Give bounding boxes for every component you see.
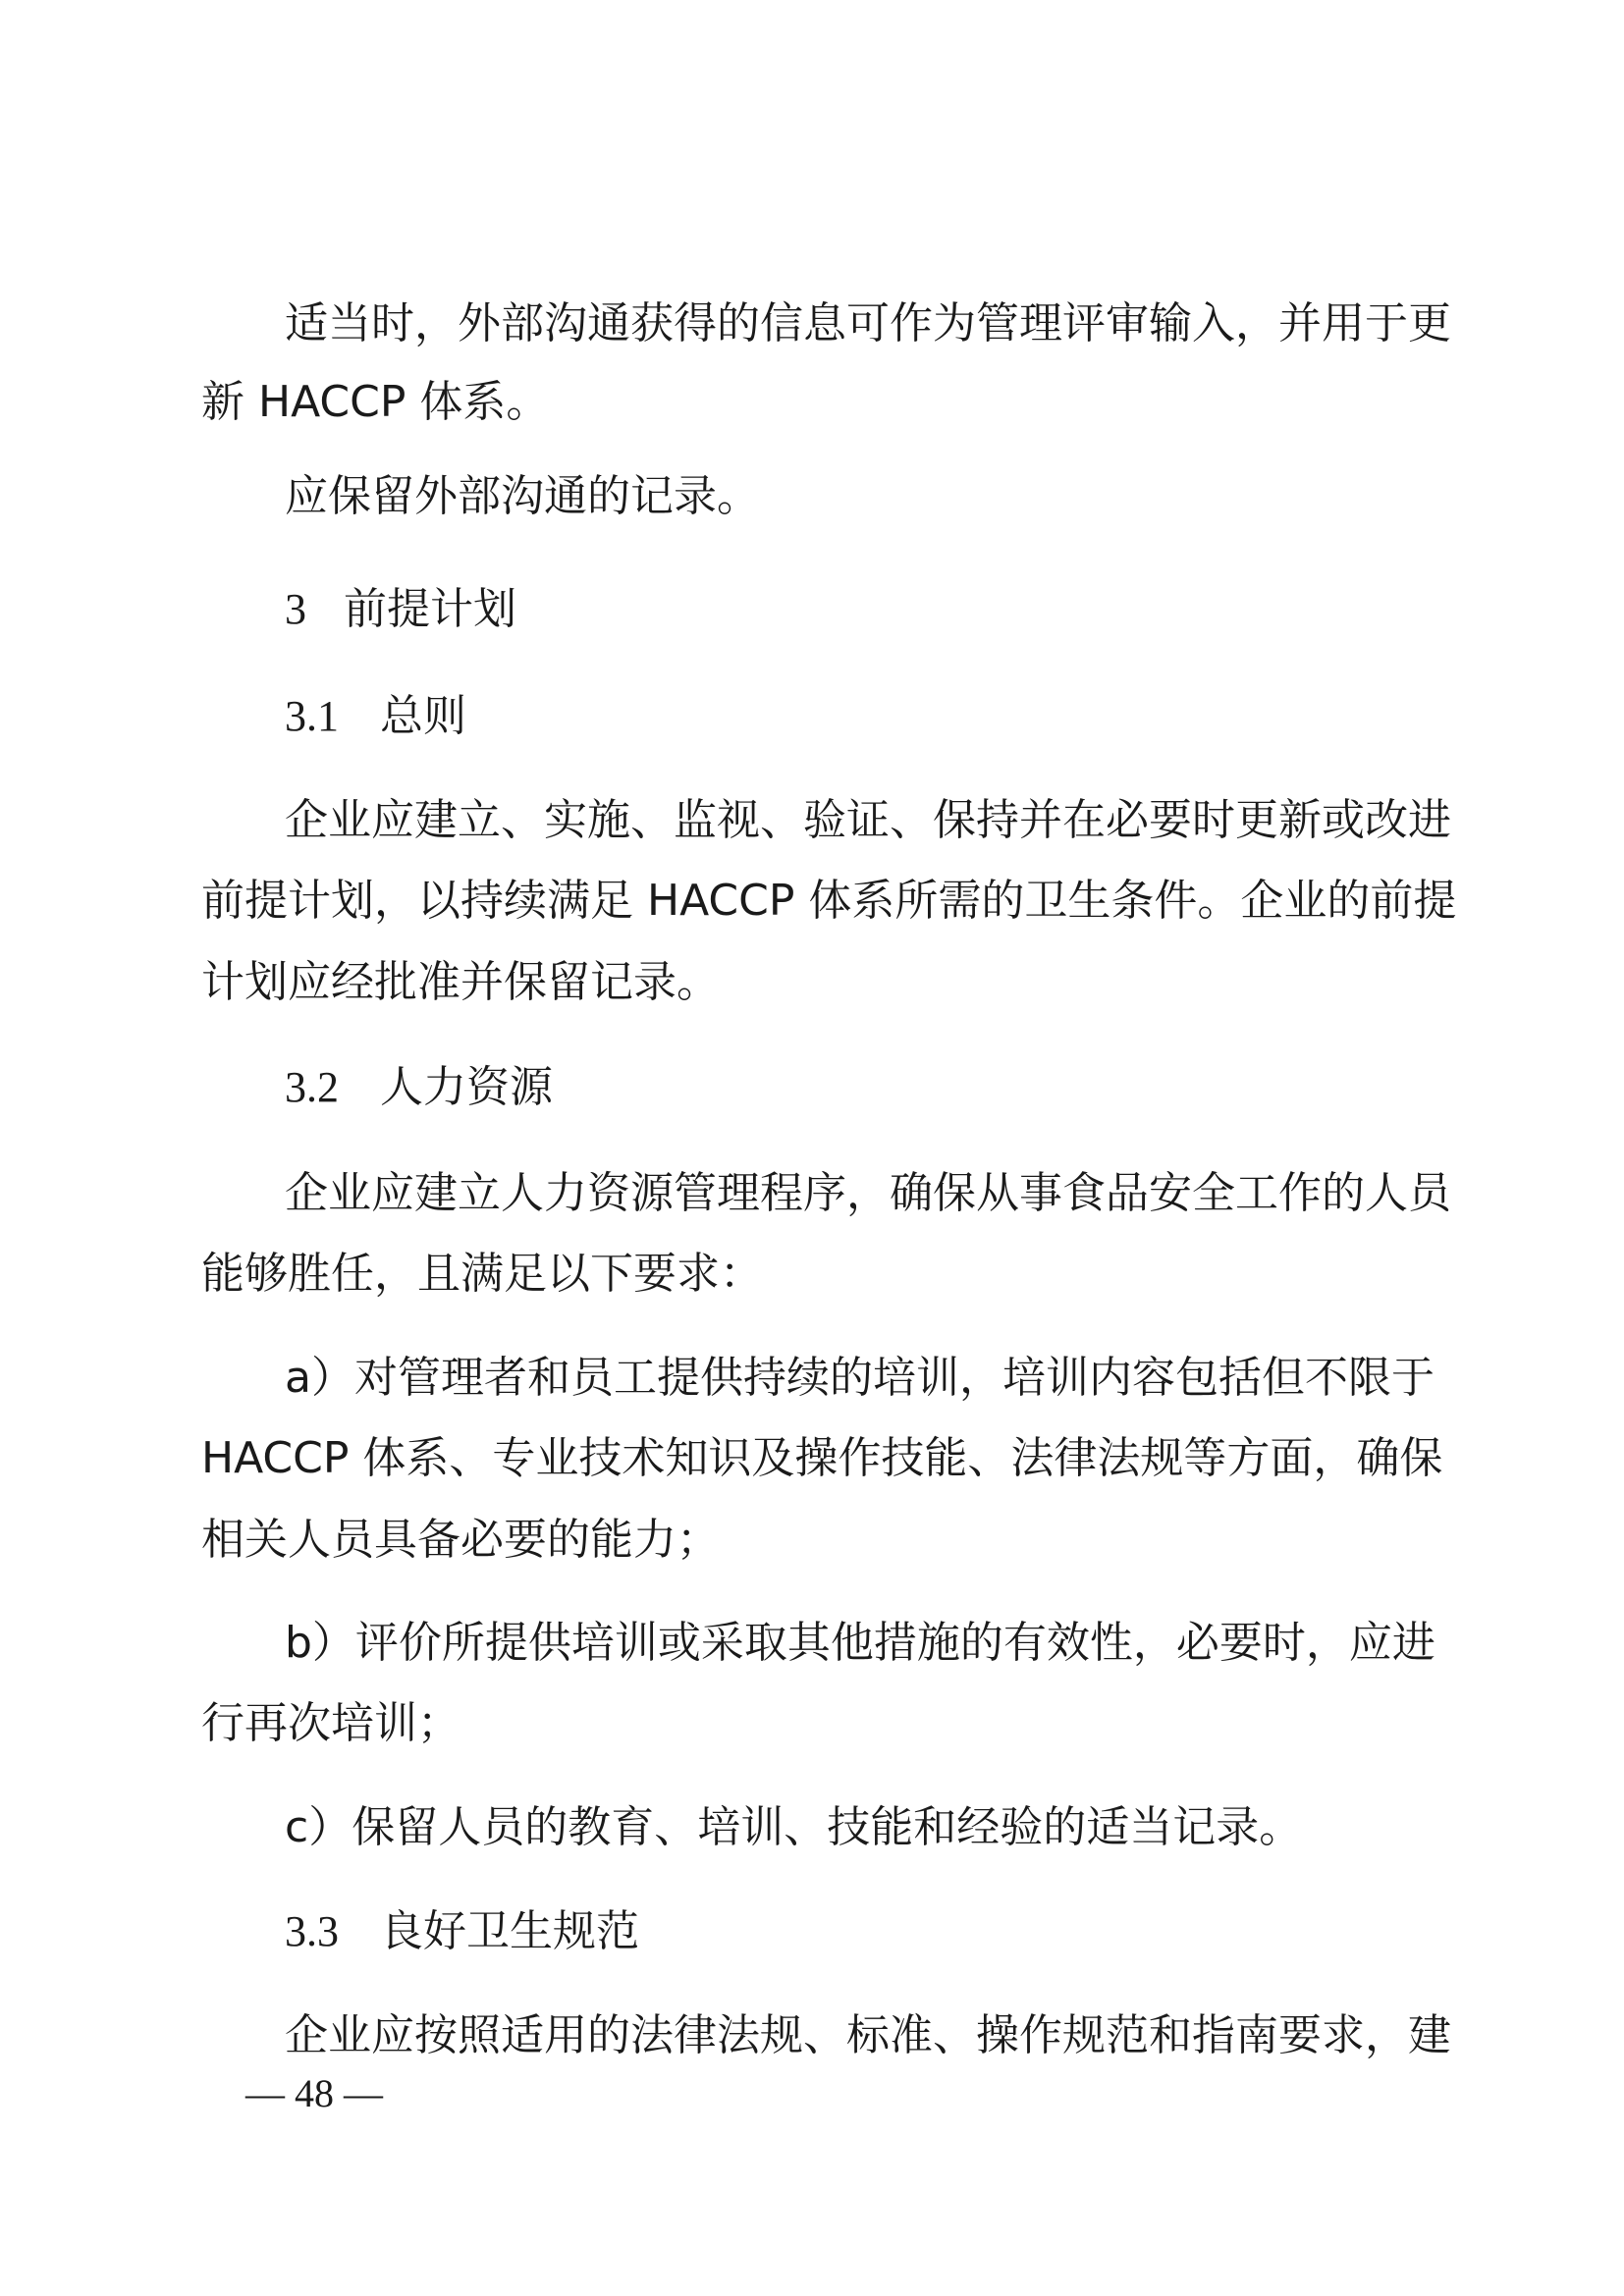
list-item-b-line: 行再次培训； [201,1698,460,1748]
section-heading-3 [285,582,516,637]
section-number: 3.2 [285,1063,339,1111]
list-item-c-line: c）保留人员的教育、培训、技能和经验的适当记录。 [285,1802,1303,1852]
section-title: 人力资源 [380,1062,553,1112]
paragraph-line: 计划应经批准并保留记录。 [201,957,720,1007]
section-title: 前提计划 [344,584,516,634]
list-item-b-line: b）评价所提供培训或采取其他措施的有效性，必要时，应进 [285,1618,1435,1668]
list-item-a-line: a）对管理者和员工提供持续的培训，培训内容包括但不限于 [285,1353,1435,1403]
section-heading-3-3 [285,1904,639,1959]
section-heading-3-2 [285,1060,553,1115]
paragraph-line: 应保留外部沟通的记录。 [285,471,760,521]
section-number: 3.3 [285,1907,339,1955]
paragraph-line: 企业应建立、实施、监视、验证、保持并在必要时更新或改进 [285,795,1451,845]
list-item-a-line: 相关人员具备必要的能力； [201,1515,720,1565]
paragraph-line: 能够胜任，且满足以下要求： [201,1249,763,1299]
paragraph-line: 适当时，外部沟通获得的信息可作为管理评审输入，并用于更 [285,298,1451,348]
section-title: 总则 [380,691,466,741]
paragraph-line: 新 HACCP 体系。 [201,377,550,427]
list-item-a-line: HACCP 体系、专业技术知识及操作技能、法律法规等方面，确保 [201,1433,1443,1483]
section-number: 3.1 [285,692,339,740]
paragraph-line: 前提计划，以持续满足 HACCP 体系所需的卫生条件。企业的前提 [201,876,1457,926]
page-number: — 48 — [245,2071,383,2115]
section-number: 3 [285,585,306,633]
paragraph-line: 企业应建立人力资源管理程序，确保从事食品安全工作的人员 [285,1168,1451,1218]
paragraph-line: 企业应按照适用的法律法规、标准、操作规范和指南要求，建 [285,2010,1451,2060]
section-heading-3-1 [285,689,466,744]
section-title: 良好卫生规范 [380,1906,639,1956]
